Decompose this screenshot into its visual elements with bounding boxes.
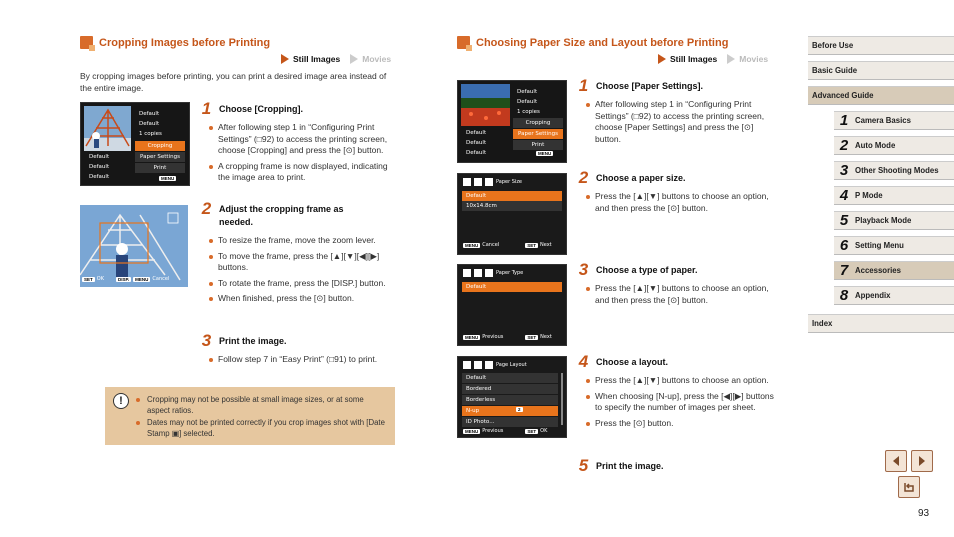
menu-row: Borderless xyxy=(462,395,558,405)
menu-key-label: MENU xyxy=(465,242,479,248)
menu-row-selected: Paper Settings xyxy=(513,129,563,139)
menu-row: Default xyxy=(466,130,487,136)
step-title: Adjust the cropping frame as needed. xyxy=(219,204,344,227)
menu-row: Default xyxy=(466,150,487,156)
menu-row-selected: Default xyxy=(462,191,562,201)
menu-row: Cropping xyxy=(513,118,563,128)
bullet-item: To resize the frame, move the zoom lever. xyxy=(208,235,400,247)
bullet-item: When choosing [N-up], press the [◀][▶] buttons to specify the number of images per sheet. xyxy=(585,391,777,414)
left-section-title: Cropping Images before Printing xyxy=(80,36,270,49)
step-number: 1 xyxy=(201,99,212,118)
disp-key-label: DISP. xyxy=(117,276,130,282)
step-number: 2 xyxy=(201,199,212,218)
left-intro: By cropping images before printing, you can print a desired image area instead of the entire image. xyxy=(80,71,387,93)
step-title: Choose [Paper Settings]. xyxy=(596,81,704,91)
scrollbar xyxy=(561,373,563,425)
step-number: 3 xyxy=(201,331,212,350)
menu-row: Default xyxy=(89,164,110,170)
triangle-icon xyxy=(281,54,289,64)
menu-row: Default xyxy=(89,174,110,180)
photo-thumbnail xyxy=(84,106,131,151)
prev-page-button[interactable] xyxy=(885,450,907,472)
chapter-camera-basics[interactable]: 1 Camera Basics xyxy=(834,111,954,130)
menu-row: 10x14.8cm xyxy=(462,201,562,211)
chapter-accessories[interactable]: 7 Accessories xyxy=(834,261,954,280)
print-icon xyxy=(463,361,471,369)
right-step-5 xyxy=(577,458,777,473)
menu-row: Print xyxy=(135,163,185,173)
menu-row: Default xyxy=(466,140,487,146)
chapter-playback-mode[interactable]: 5 Playback Mode xyxy=(834,211,954,230)
sidebar-item-basic-guide[interactable]: Basic Guide xyxy=(808,61,954,80)
bullet-item: Press the [⊙] button. xyxy=(585,418,777,430)
photo-thumbnail xyxy=(461,84,510,126)
arrow-left-icon xyxy=(890,455,902,467)
crop-footer: SET OK DISP. MENU Cancel xyxy=(84,276,170,282)
caution-icon: ! xyxy=(113,393,129,409)
step-title: Choose a type of paper. xyxy=(596,265,698,275)
camera-screen-paper-settings-menu xyxy=(457,80,567,163)
sidebar-item-advanced-guide[interactable]: Advanced Guide xyxy=(808,86,954,105)
bullet-item: To rotate the frame, press the [DISP.] button. xyxy=(208,278,400,290)
bullet-item: Press the [▲][▼] buttons to choose an option. xyxy=(585,375,777,387)
step-title: Choose a paper size. xyxy=(596,173,686,183)
step-number: 2 xyxy=(578,168,589,187)
camera-screen-paper-size: Paper Size Default 10x14.8cm MENU Cancel SET Next xyxy=(457,173,567,255)
paper-icon xyxy=(474,361,482,369)
chapter-appendix[interactable]: 8 Appendix xyxy=(834,286,954,305)
paper-icon xyxy=(474,269,482,277)
right-mode-tags: Still Images Movies xyxy=(658,54,768,64)
bullet-item: Press the [▲][▼] buttons to choose an option, and then press the [⊙] button. xyxy=(585,191,777,214)
menu-row: Bordered xyxy=(462,384,558,394)
sidebar-chapters xyxy=(834,111,954,311)
set-key-label: SET xyxy=(527,428,537,434)
chapter-setting-menu[interactable]: 6 Setting Menu xyxy=(834,236,954,255)
layout-icon xyxy=(485,361,493,369)
menu-row-selected: Cropping xyxy=(135,141,185,151)
sidebar-item-index[interactable]: Index xyxy=(808,314,954,333)
page-number: 93 xyxy=(918,508,930,519)
bullet-item: When finished, press the [⊙] button. xyxy=(208,293,400,305)
camera-screen-page-layout: Page Layout Default Bordered Borderless N-up 2 ID Photo... MENU Previous SET OK xyxy=(457,356,567,438)
step-number: 3 xyxy=(578,260,589,279)
menu-row: Default xyxy=(139,121,160,127)
menu-key-label: MENU xyxy=(465,334,479,340)
step-title: Print the image. xyxy=(219,336,287,346)
layout-icon xyxy=(485,269,493,277)
menu-row: 1 copies xyxy=(517,109,540,115)
step-title: Print the image. xyxy=(596,461,664,471)
print-icon xyxy=(463,269,471,277)
menu-row: Default xyxy=(517,99,538,105)
crop-photo xyxy=(80,205,188,287)
menu-row: Paper Settings xyxy=(135,152,185,162)
chapter-other-shooting-modes[interactable]: 3 Other Shooting Modes xyxy=(834,161,954,180)
menu-row: Print xyxy=(513,140,563,150)
menu-row: Default xyxy=(89,154,110,160)
step-number: 1 xyxy=(578,76,589,95)
set-key-label: SET xyxy=(527,334,537,340)
menu-key-label: MENU xyxy=(135,276,149,282)
return-button[interactable] xyxy=(898,476,920,498)
right-step-1 xyxy=(577,78,777,149)
triangle-icon xyxy=(727,54,735,64)
section-square-icon xyxy=(80,36,93,49)
camera-screen-paper-type: Paper Type Default MENU Previous SET Next xyxy=(457,264,567,346)
caution-note xyxy=(105,387,395,445)
note-item: Dates may not be printed correctly if you crop images shot with [Date Stamp ▣] selected. xyxy=(135,417,387,439)
camera-screen-cropping-menu xyxy=(80,102,190,186)
sidebar-item-before-use[interactable]: Before Use xyxy=(808,36,954,55)
next-page-button[interactable] xyxy=(911,450,933,472)
return-icon xyxy=(902,480,916,494)
menu-key-label: MENU xyxy=(465,428,479,434)
menu-row: Default xyxy=(517,89,538,95)
menu-row: Default xyxy=(462,373,558,383)
chapter-p-mode[interactable]: 4 P Mode xyxy=(834,186,954,205)
step-number: 5 xyxy=(578,456,589,475)
arrow-right-icon xyxy=(916,455,928,467)
camera-screen-crop-frame xyxy=(80,205,188,287)
triangle-icon xyxy=(350,54,358,64)
left-mode-tags: Still Images Movies xyxy=(281,54,391,64)
layout-icon xyxy=(485,178,493,186)
bullet-item: Press the [▲][▼] buttons to choose an option, and then press the [⊙] button. xyxy=(585,283,777,306)
chapter-auto-mode[interactable]: 2 Auto Mode xyxy=(834,136,954,155)
sidebar-nav xyxy=(808,36,954,111)
paper-icon xyxy=(474,178,482,186)
set-key-label: SET xyxy=(527,242,536,248)
bullet-item: After following step 1 in “Configuring Print Settings” (□92) to access the printing screen, choose [Cropping] and press the [⊙] button. xyxy=(208,122,400,157)
bullet-item: After following step 1 in “Configuring Print Settings” (□92) to access the printing screen, choose [Paper Settings] and press the [⊙] button. xyxy=(585,99,777,145)
right-step-3 xyxy=(577,262,777,310)
triangle-icon xyxy=(658,54,666,64)
right-step-2 xyxy=(577,170,777,218)
menu-key-label: MENU xyxy=(538,151,552,156)
note-item: Cropping may not be possible at small image sizes, or at some aspect ratios. xyxy=(135,394,387,416)
left-step-1 xyxy=(200,101,400,188)
right-step-4 xyxy=(577,354,777,433)
menu-row: 1 copies xyxy=(139,131,162,137)
menu-key-label: MENU xyxy=(161,176,175,181)
menu-row-selected: N-up xyxy=(462,406,558,416)
bullet-item: A cropping frame is now displayed, indicating the image area to print. xyxy=(208,161,400,184)
right-section-title: Choosing Paper Size and Layout before Printing xyxy=(457,36,728,49)
menu-row-selected: Default xyxy=(462,282,562,292)
set-key-label: SET xyxy=(84,276,93,282)
step-title: Choose [Cropping]. xyxy=(219,104,303,114)
menu-row: ID Photo... xyxy=(462,417,558,427)
left-step-2 xyxy=(200,201,400,309)
nup-value: 2 xyxy=(518,407,521,412)
step-number: 4 xyxy=(578,352,589,371)
bullet-item: Follow step 7 in “Easy Print” (□91) to print. xyxy=(208,354,378,366)
print-icon xyxy=(463,178,471,186)
step-title: Choose a layout. xyxy=(596,357,669,367)
bullet-item: To move the frame, press the [▲][▼][◀][▶] buttons. xyxy=(208,251,400,274)
section-square-icon xyxy=(457,36,470,49)
left-step-3 xyxy=(200,333,400,370)
menu-row: Default xyxy=(139,111,160,117)
